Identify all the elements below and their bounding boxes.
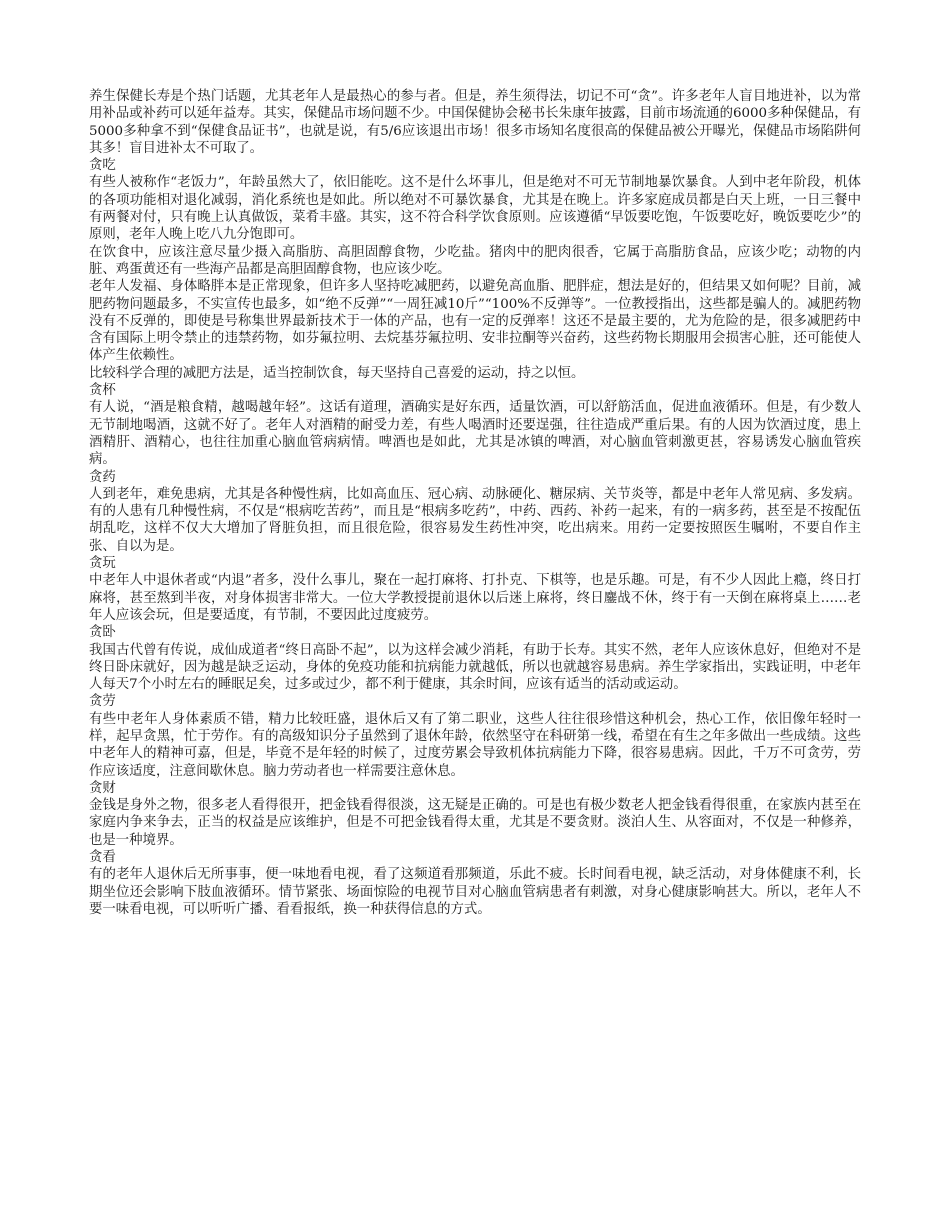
section-paragraph: 比较科学合理的减肥方法是，适当控制饮食，每天坚持自己喜爱的运动，持之以恒。 — [89, 365, 585, 381]
section-paragraph: 在饮食中，应该注意尽量少摄入高脂肪、高胆固醇食物，少吃盐。猪肉中的肥肉很香，它属于高脂肪食品，应该少吃；动物的内脏、鸡蛋黄还有一些海产品都是高胆固醇食物，也应该少吃。 — [89, 244, 861, 277]
section-paragraph: 有些人被称作“老饭力”，年龄虽然大了，依旧能吃。这不是什么坏事儿，但是绝对不可无节制地暴饮暴食。人到中老年阶段，机体的各项功能相对退化减弱，消化系统也是如此。所以绝对不可暴饮暴食，尤其是在晚上。许多家庭成员都是白天上班，一日三餐中有两餐对付，只有晚上认真做饭，菜肴丰盛。其实，这不符合科学饮食原则。应该遵循“早饭要吃饱，午饭要吃好，晚饭要吃少”的原则，老年人晚上吃八九分饱即可。 — [89, 175, 861, 243]
section-paragraph: 老年人发福、身体略胖本是正常现象，但许多人坚持吃减肥药，以避免高血脂、肥胖症，想法是好的，但结果又如何呢？目前，减肥药物问题最多，不实宣传也最多，如“绝不反弹”“一周狂减10斤”“100%不反弹等”。一位教授指出，这些都是骗人的。减肥药物没有不反弹的，即使是号称集世界最新技术于一体的产品，也有一定的反弹率！这还不是最主要的，尤为危险的是，很多减肥药中含有国际上明令禁止的违禁药物，如芬氟拉明、去烷基芬氟拉明、安非拉酮等兴奋药，这些药物长期服用会损害心脏，还可能使人体产生依赖性。 — [89, 279, 861, 364]
section-paragraph: 我国古代曾有传说，成仙成道者“终日高卧不起”，以为这样会减少消耗，有助于长寿。其实不然，老年人应该休息好，但绝对不是终日卧床就好，因为越是缺乏运动，身体的免疫功能和抗病能力就越低，所以也就越容易患病。养生学家指出，实践证明，中老年人每天7个小时左右的睡眠足矣，过多或过少，都不利于健康，其余时间，应该有适当的活动或运动。 — [89, 642, 861, 693]
section-paragraph: 有些中老年人身体素质不错，精力比较旺盛，退休后又有了第二职业，这些人往往很珍惜这种机会，热心工作，依旧像年轻时一样，起早贪黑，忙于劳作。有的高级知识分子虽然到了退休年龄，依然坚守在科研第一线，希望在有生之年多做出一些成绩。这些中老年人的精神可嘉，但是，毕竟不是年轻的时候了，过度劳累会导致机体抗病能力下降，很容易患病。因此，千万不可贪劳，劳作应该适度，注意间歇休息。脑力劳动者也一样需要注意休息。 — [89, 711, 861, 779]
section-heading: 贪看 — [89, 850, 116, 866]
section-heading: 贪药 — [89, 469, 116, 485]
section-paragraph: 金钱是身外之物，很多老人看得很开，把金钱看得很淡，这无疑是正确的。可是也有极少数老人把金钱看得很重，在家族内甚至在家庭内争来争去，正当的权益是应该维护，但是不可把金钱看得太重，尤其是不要贪财。淡泊人生、从容面对，不仅是一种修养，也是一种境界。 — [89, 798, 861, 848]
section-paragraph: 有的老年人退休后无所事事，便一味地看电视，看了这频道看那频道，乐此不疲。长时间看电视，缺乏活动，对身体健康不利，长期坐位还会影响下肢血液循环。情节紧张、场面惊险的电视节目对心脑血管病患者有刺激，对身心健康影响甚大。所以，老年人不要一味看电视，可以听听广播、看看报纸，换一种获得信息的方式。 — [89, 867, 861, 917]
section-heading: 贪财 — [89, 780, 116, 796]
article-body — [89, 88, 861, 918]
section-paragraph: 人到老年，难免患病，尤其是各种慢性病，比如高血压、冠心病、动脉硬化、糖尿病、关节炎等，都是中老年人常见病、多发病。有的人患有几种慢性病，不仅是“根病吃苦药”，而且是“根病多吃药”，中药、西药、补药一起来，有的一病多药，甚至是不按配伍胡乱吃，这样不仅大大增加了肾脏负担，而且很危险，很容易发生药性冲突，吃出病来。用药一定要按照医生嘱咐，不要自作主张、自以为是。 — [89, 486, 861, 554]
section-heading: 贪杯 — [89, 383, 116, 399]
section-heading: 贪劳 — [89, 694, 116, 710]
section-paragraph: 中老年人中退休者或“内退”者多，没什么事儿，聚在一起打麻将、打扑克、下棋等，也是乐趣。可是，有不少人因此上瘾，终日打麻将，甚至熬到半夜，对身体损害非常大。一位大学教授提前退休以后迷上麻将，终日鏖战不休，终于有一天倒在麻将桌上……老年人应该会玩，但是要适度，有节制，不要因此过度疲劳。 — [89, 573, 861, 623]
section-heading: 贪吃 — [89, 158, 116, 174]
article-sections — [89, 157, 861, 918]
section-paragraph: 有人说，“酒是粮食精，越喝越年轻”。这话有道理，酒确实是好东西，适量饮酒，可以舒筋活血，促进血液循环。但是，有少数人无节制地喝酒，这就不好了。老年人对酒精的耐受力差，有些人喝酒时还要逞强，往往造成严重后果。有的人因为饮酒过度，患上酒精肝、酒精心，也往往加重心脑血管病病情。啤酒也是如此，尤其是冰镇的啤酒，对心脑血管刺激更甚，容易诱发心脑血管疾病。 — [89, 400, 861, 468]
intro-paragraph: 养生保健长寿是个热门话题，尤其老年人是最热心的参与者。但是，养生须得法，切记不可“贪”。许多老年人盲目地进补，以为常用补品或补药可以延年益寿。其实，保健品市场问题不少。中国保健协会秘书长朱康年披露，目前市场流通的6000多种保健品，有5000多种拿不到“保健食品证书”，也就是说，有5/6应该退出市场！很多市场知名度很高的保健品被公开曝光，保健品市场陷阱何其多！盲目进补太不可取了。 — [89, 89, 861, 156]
section-heading: 贪卧 — [89, 625, 116, 641]
section-heading: 贪玩 — [89, 556, 116, 572]
